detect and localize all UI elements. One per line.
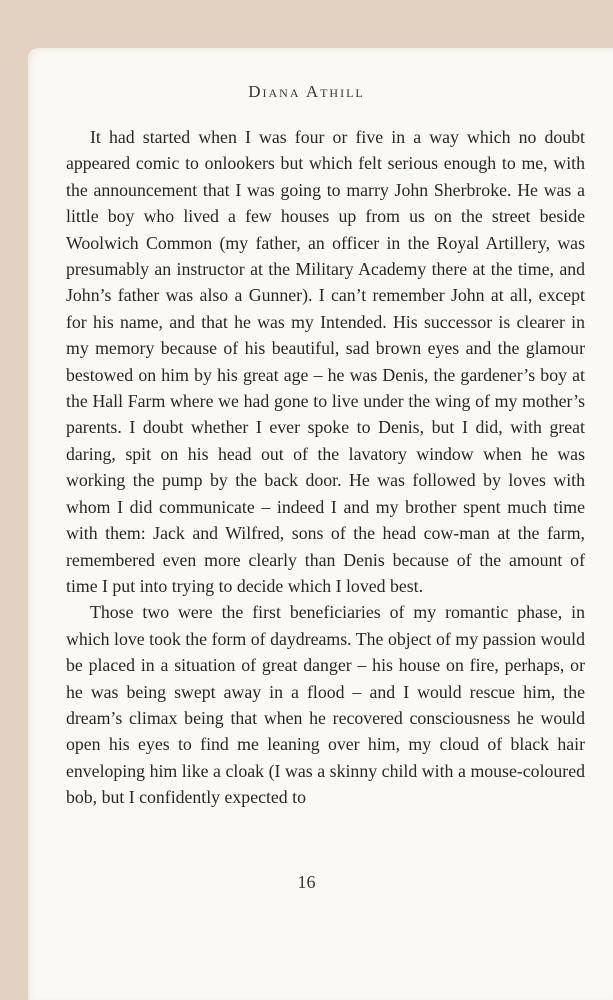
paragraph: Those two were the first beneficiaries of my romantic phase, in which love took the form of daydreams. The object of my passion would be placed in a situation of great danger – his house on fire, perhaps, or he was being swept away in a flood – and I would rescue him, the dream’s climax being that when he recovered consciousness he would open his eyes to find me leaning over him, my cloud of black hair enveloping him like a cloak (I was a skinny child with a mouse-coloured bob, but I confidently expected to [66, 602, 585, 808]
body-text [66, 124, 585, 811]
running-head: Diana Athill [248, 82, 365, 101]
page-number: 16 [297, 872, 316, 892]
paragraph: It had started when I was four or five in a way which no doubt appeared comic to onlookers but which felt serious enough to me, with the announcement that I was going to marry John Sherbroke. He was a little boy who lived a few houses up from us on the street beside Woolwich Common (my father, an officer in the Royal Artillery, was presumably an instructor at the Military Academy there at the time, and John’s father was also a Gunner). I can’t remember John at all, except for his name, and that he was my Intended. His successor is clearer in my memory because of his beautiful, sad brown eyes and the glamour bestowed on him by his great age – he was Denis, the gardener’s boy at the Hall Farm where we had gone to live under the wing of my mother’s parents. I doubt whether I ever spoke to Denis, but I did, with great daring, spit on his head out of the lavatory window when he was working the pump by the back door. He was followed by loves with whom I did communicate – indeed I and my brother spent much time with them: Jack and Wilfred, sons of the head cow-man at the farm, remembered even more clearly than Denis because of the amount of time I put into trying to decide which I loved best. [66, 127, 585, 596]
